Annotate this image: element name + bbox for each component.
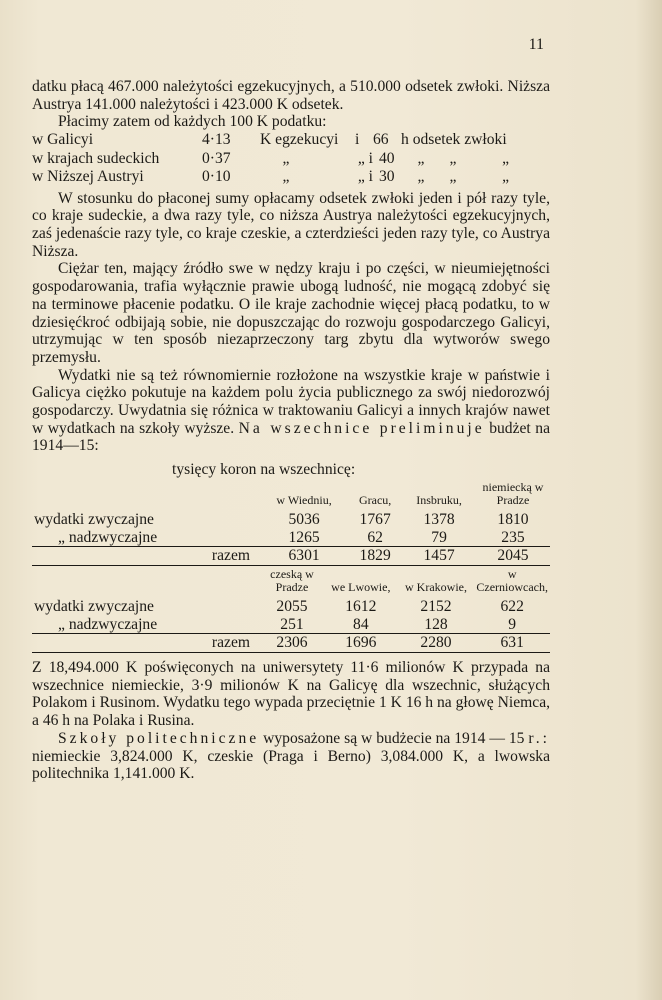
table-cell: 235: [476, 529, 550, 547]
ditto-mark: „: [417, 149, 425, 167]
row-label: wydatki zwyczajne: [34, 597, 154, 615]
rate-value2: 40: [379, 149, 395, 167]
rates-list: [32, 131, 550, 187]
column-header: we Lwowie,: [331, 579, 391, 594]
paragraph-4: Ciężar ten, mający źródło swe w nędzy kraju i po części, w nieumiejętności gospodarowania, trafia wyłącznie prawie ubogą ludność, nie mogącą zdobyć się na terminowe płacenie podatku. O ile kraje zachodnie więcej płacą podatku, to w dziesięćkroć odbijają sobie, nie dopuszczając do rozwoju gospodarczego Galicyi, utrzymując w ten sposób niezaprzeczony targ zbytu dla wytworów swego przemysłu.: [32, 260, 550, 366]
rate-conj: „ i: [357, 149, 373, 167]
rate-region: w Galicyi: [32, 131, 94, 149]
spaced-emphasis: Na wszechnice preliminuje: [238, 419, 485, 437]
rate-conj: „ i: [357, 168, 373, 186]
paragraph-3: W stosunku do płaconej sumy opłacamy odsetek zwłoki jeden i pół razy tyle, co kraje sudeckie, a dwa razy tyle, co niższa Austrya należytości egzekucyjnych, zaś jedenaście razy tyle, co kraje czeskie, a czterdzieści jeden razy tyle, co Austrya Niższa.: [32, 189, 550, 260]
paragraph-2: Płacimy zatem od każdych 100 K podatku:: [58, 113, 327, 131]
total-label: razem: [32, 634, 260, 653]
column-header: w Wiedniu,: [276, 492, 332, 507]
table-row: [32, 529, 550, 547]
column-header: czeską w Pradze: [270, 566, 314, 594]
column-header: niemiecką w Pradze: [482, 479, 544, 507]
table-cell: 79: [402, 529, 476, 547]
spaced-emphasis: Szkoły politechniczne: [58, 729, 260, 747]
spaced-emphasis: r.:: [528, 729, 550, 747]
total-cell: 2306: [260, 634, 324, 653]
rate-row: [32, 150, 550, 169]
paragraph-5: [32, 367, 550, 456]
rate-value2: 30: [379, 168, 395, 186]
table-header-row: [32, 481, 550, 511]
row-label: „ nadzwyczajne: [32, 529, 260, 547]
ditto-mark: „: [282, 168, 290, 186]
table-cell: 84: [324, 616, 398, 634]
table-cell: 2152: [420, 597, 452, 615]
rate-value: 0·37: [202, 149, 231, 167]
table-cell: 1810: [497, 510, 529, 528]
rate-row: [32, 131, 550, 150]
total-cell: 1829: [348, 547, 402, 566]
row-label: wydatki zwyczajne: [34, 510, 154, 528]
table-cell: 5036: [288, 510, 320, 528]
ditto-mark: „: [449, 168, 457, 186]
paragraph-5-text: Wydatki nie są też równomiernie rozłożone na wszystkie kraje w państwie i Galicya ciężko pokutuje na każdem polu życia publicznego za swój niedorozwój gospodarczy. Uwydatnia się różnica w traktowaniu Galicyi a innych krajów nawet w wydatkach na szkoły wyższe.: [32, 366, 550, 437]
table-cell: 1378: [423, 510, 455, 528]
budget-table-1: [32, 481, 550, 566]
table-cell: 622: [500, 597, 524, 615]
column-header: Gracu,: [358, 492, 392, 507]
rate-unit: K egzekucyi: [260, 131, 339, 149]
total-cell: 6301: [260, 547, 348, 566]
table-cell: 9: [474, 616, 550, 634]
total-cell: 2045: [476, 547, 550, 566]
column-header: w Czerniowcach,: [476, 566, 549, 594]
table-total-row: [32, 547, 550, 566]
table-row: [32, 511, 550, 529]
table-cell: 1265: [260, 529, 348, 547]
paragraph-7: [32, 730, 550, 783]
rate-region: w Niższej Austryi: [32, 168, 144, 186]
paragraph-6: Z 18,494.000 K poświęconych na uniwersytety 11·6 milionów K przypada na wszechnice niemieckie, 3·9 milionów K na Galicyę dla wszechnic, służących Polakom i Rusinom. Wydatku tego wypada przeciętnie 1 K 16 h na głowę Niemca, a 46 h na Polaka i Rusina.: [32, 659, 551, 730]
table-cell: 62: [348, 529, 402, 547]
total-cell: 631: [474, 634, 550, 653]
paragraph-7-text-end: niemieckie 3,824.000 K, czeskie (Praga i Berno) 3,084.000 K, a lwowska politechnika 1,141.000 K.: [32, 747, 550, 783]
table-cell: 251: [260, 616, 324, 634]
total-label: razem: [32, 547, 260, 566]
rate-value: 4·13: [202, 131, 231, 149]
table-cell: 2055: [276, 597, 308, 615]
ditto-mark: „: [282, 149, 290, 167]
ditto-mark: „: [502, 168, 509, 186]
page-body: [32, 78, 550, 783]
ditto-mark: „: [449, 149, 457, 167]
paragraph-7-text: wyposażone są w budżecie na 1914 — 15: [263, 729, 525, 747]
column-header: w Krakowie,: [405, 579, 467, 594]
total-cell: 1696: [324, 634, 398, 653]
rate-value2: 66: [373, 131, 389, 149]
table-cell: 128: [398, 616, 475, 634]
total-cell: 1457: [402, 547, 476, 566]
total-cell: 2280: [398, 634, 475, 653]
paragraph-1: datku płacą 467.000 należytości egzekucyjnych, a 510.000 odsetek zwłoki. Niższa Austrya 141.000 należytości i 423.000 K odsetek.: [32, 78, 550, 113]
budget-table-2: [32, 568, 550, 653]
ditto-mark: „: [502, 149, 509, 167]
rate-value: 0·10: [202, 168, 231, 186]
rate-unit2: h odsetek zwłoki: [401, 131, 507, 149]
table-cell: 1767: [359, 510, 391, 528]
page-number: 11: [528, 36, 544, 53]
column-header: Insbruku,: [416, 492, 462, 507]
rate-conj: i: [355, 131, 360, 149]
table-total-row: [32, 634, 550, 653]
table-cell: 1612: [345, 597, 377, 615]
rate-row: [32, 168, 550, 187]
table-caption: tysięcy koron na wszechnicę:: [172, 461, 356, 479]
row-label: „ nadzwyczajne: [32, 616, 260, 634]
paragraph-5-text-end: budżet na 1914—15:: [32, 419, 550, 455]
table-row: [32, 616, 550, 634]
rate-region: w krajach sudeckich: [32, 149, 160, 167]
table-header-row: [32, 568, 550, 598]
table-row: [32, 598, 550, 616]
ditto-mark: „: [417, 168, 425, 186]
